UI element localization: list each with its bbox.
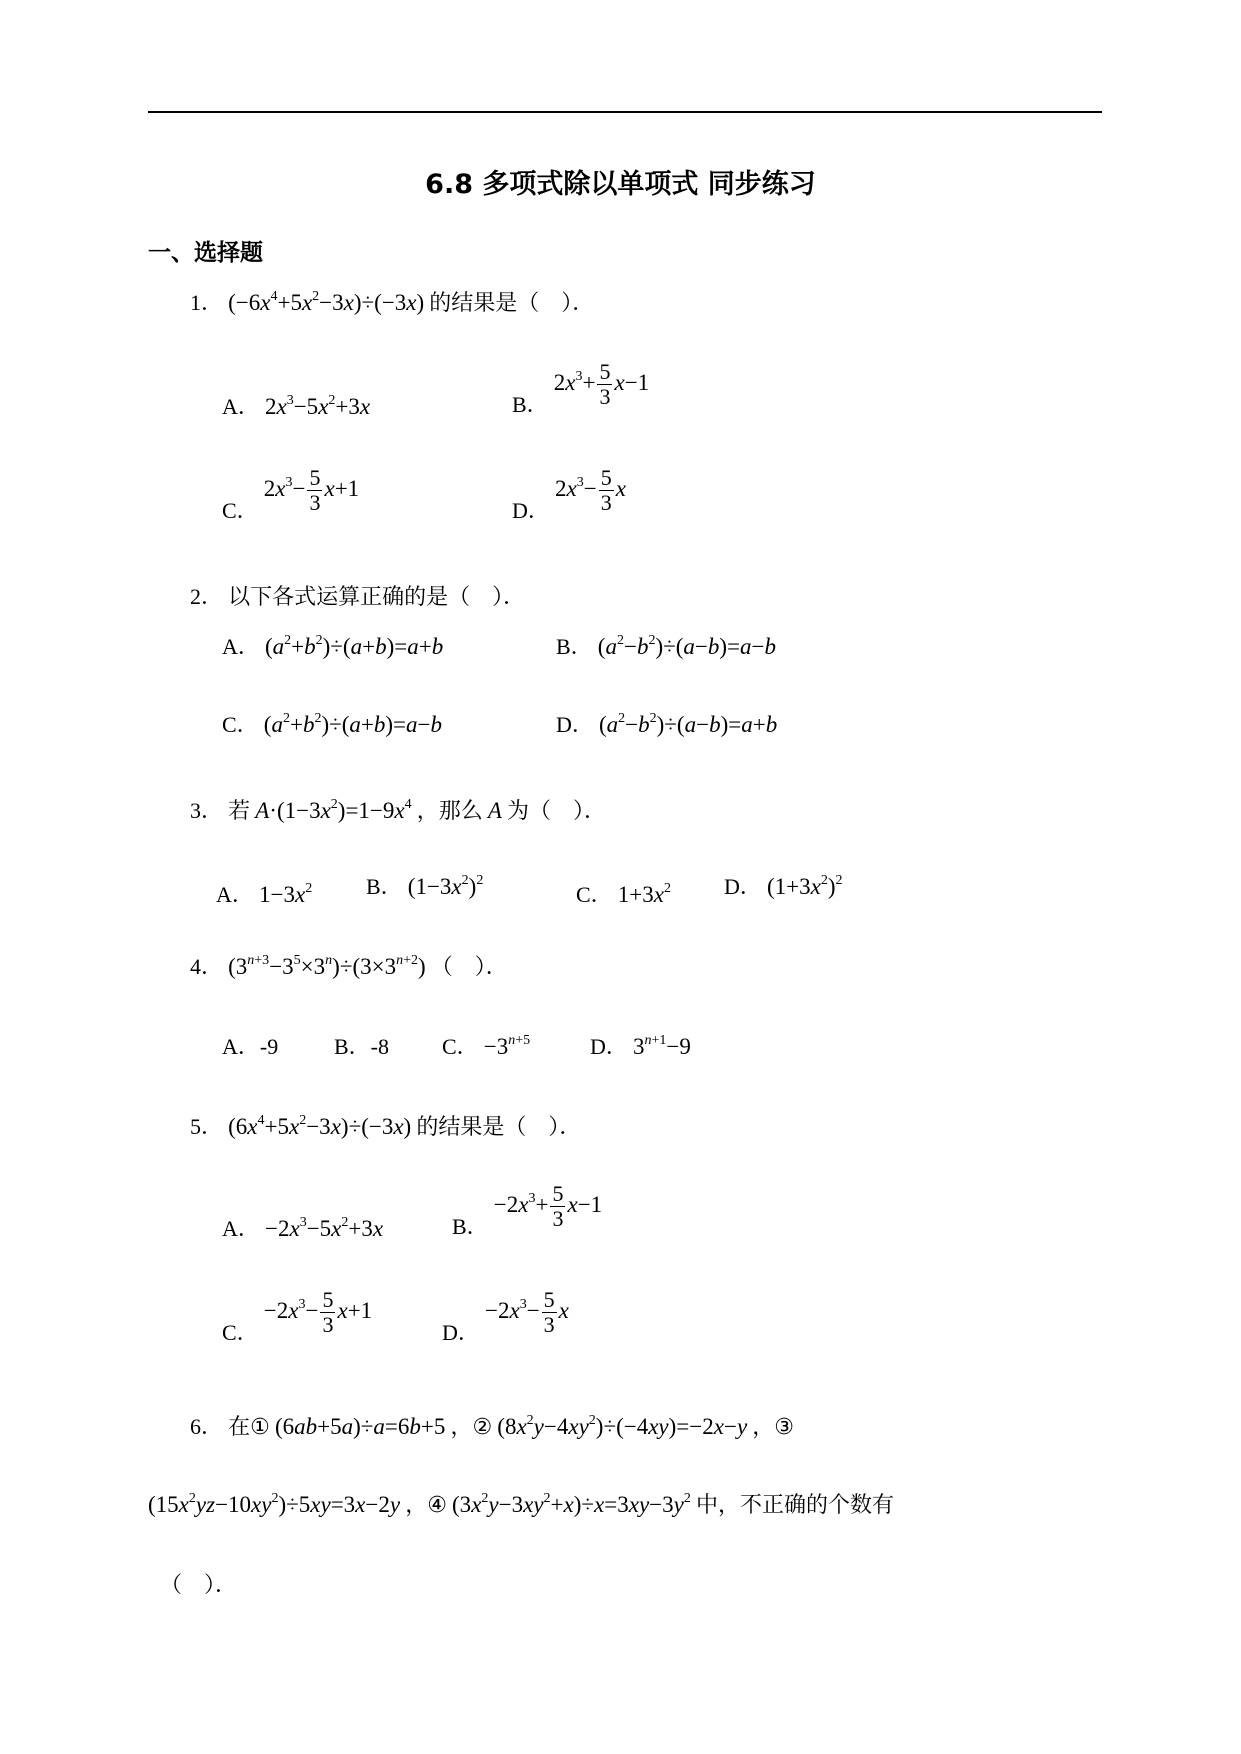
answer-blank: （ ）． (160, 1573, 238, 1598)
q5-option-c[interactable] (222, 1288, 372, 1347)
math-expression: $2x^3+$ $\frac{5}{3}$ x−1 (553, 359, 650, 409)
option-label: B． (452, 1213, 489, 1239)
option-label: D． (556, 712, 594, 737)
math-expression: $(a^2-b^2)\div(a-b)=a-b$ (597, 633, 776, 659)
q2-option-d[interactable] (556, 708, 777, 739)
math-expression: $(8x^2y-4xy^2)\div(-4xy)=-2x-y$ (497, 1413, 748, 1439)
option-label: B． (512, 391, 549, 417)
q1-option-d[interactable] (512, 466, 626, 525)
option-label: C． (576, 882, 613, 907)
math-expression: $-2x^3-$ $\frac{5}{3}$ x+1 (263, 1287, 373, 1337)
math-expression: $2x^3-$ $\frac{5}{3}$ x+1 (263, 465, 360, 515)
q2-option-b[interactable] (556, 630, 776, 661)
option-label: B． (556, 634, 593, 659)
question-text: 若 (228, 799, 251, 824)
option-label: A．-9 (222, 1034, 279, 1059)
q2-option-c[interactable] (222, 708, 442, 739)
question-number: 2． (190, 584, 224, 609)
header-rule (148, 111, 1102, 113)
math-expression: $1+3x^2$ (617, 881, 671, 907)
q4-option-d[interactable] (590, 1030, 691, 1061)
question-text: 的结果是（ ）． (416, 1115, 582, 1140)
math-expression: $-3^{n+5}$ (483, 1033, 531, 1059)
option-label: B．-8 (334, 1034, 390, 1059)
q3-option-d[interactable] (724, 870, 843, 901)
q3-option-c[interactable] (576, 878, 671, 909)
question-text: 中，不正确的个数有 (695, 1493, 894, 1518)
option-label: D． (724, 874, 762, 899)
question-2-stem (190, 580, 525, 611)
question-6-line-2 (148, 1488, 894, 1519)
q5-option-a[interactable] (222, 1212, 383, 1243)
math-expression: $(a^2+b^2)\div(a+b)=a-b$ (263, 711, 442, 737)
math-expression: $2x^3-5x^2+3x$ (264, 393, 371, 419)
math-expression: $(3^{n+3}-3^5\times 3^n)\div(3\times 3^{n+2})$ (228, 953, 426, 979)
q1-option-a[interactable] (222, 390, 370, 421)
question-6-line-1 (190, 1410, 794, 1441)
math-expression: $-2x^3-$ $\frac{5}{3}$ x (484, 1287, 569, 1337)
option-label: A． (222, 634, 260, 659)
math-expression: $(6x^4+5x^2-3x)\div(-3x)$ (228, 1113, 412, 1139)
option-label: C． (222, 497, 259, 523)
option-label: C． (442, 1034, 479, 1059)
question-text: ，③ (752, 1415, 794, 1440)
q1-option-c[interactable] (222, 466, 359, 525)
question-text: （ ）． (430, 955, 508, 980)
question-text: 的结果是（ ）． (429, 291, 595, 316)
question-6-answer-blank (160, 1568, 237, 1599)
option-label: D． (590, 1034, 628, 1059)
question-text: ，④ (405, 1493, 447, 1518)
q5-option-b[interactable] (452, 1182, 602, 1241)
q4-option-b[interactable] (334, 1030, 389, 1061)
q5-option-d[interactable] (442, 1288, 569, 1347)
q2-option-a[interactable] (222, 630, 443, 661)
question-number: 4． (190, 954, 224, 979)
q3-option-b[interactable] (366, 870, 483, 901)
math-expression: $(a^2+b^2)\div(a+b)=a+b$ (264, 633, 444, 659)
math-expression: $3^{n+1}-9$ (632, 1033, 691, 1059)
option-label: B． (366, 874, 403, 899)
question-5-stem (190, 1110, 581, 1141)
math-expression: $A\cdot(1-3x^2)=1-9x^4$ (255, 797, 412, 823)
q3-option-a[interactable] (216, 878, 312, 909)
q4-option-a[interactable] (222, 1030, 278, 1061)
math-expression: $-2x^3-5x^2+3x$ (264, 1215, 384, 1241)
math-expression: $2x^3-$ $\frac{5}{3}$ x (554, 465, 626, 515)
math-expression: $(1-3x^2)^2$ (407, 873, 484, 899)
option-label: C． (222, 712, 259, 737)
option-label: A． (222, 1216, 260, 1241)
question-number: 3． (190, 798, 224, 823)
question-text: 以下各式运算正确的是（ ）． (228, 585, 526, 610)
math-expression: $(1+3x^2)^2$ (766, 873, 843, 899)
question-text: 在① (228, 1415, 270, 1440)
math-expression: $(a^2-b^2)\div(a-b)=a+b$ (598, 711, 778, 737)
question-number: 6． (190, 1414, 224, 1439)
question-number: 5． (190, 1114, 224, 1139)
page-title: 6.8 多项式除以单项式 同步练习 (425, 169, 816, 200)
option-label: D． (442, 1319, 480, 1345)
q1-option-b[interactable] (512, 360, 649, 419)
option-label: A． (222, 394, 260, 419)
question-1-stem (190, 286, 594, 317)
math-expression: $(3x^2y-3xy^2+x)\div x=3xy-3y^2$ (452, 1491, 691, 1517)
option-label: D． (512, 497, 550, 523)
question-4-stem (190, 950, 508, 981)
q4-option-c[interactable] (442, 1030, 530, 1061)
math-expression: $(15x^2yz-10xy^2)\div 5xy=3x-2y$ (148, 1491, 401, 1517)
question-text: ，那么 (416, 799, 483, 824)
math-expression: (6ab+5a)÷a=6b+5 (274, 1414, 446, 1439)
math-expression: $1-3x^2$ (258, 881, 313, 907)
question-number: 1． (190, 290, 224, 315)
section-heading: 一、选择题 (148, 240, 263, 266)
option-label: C． (222, 1319, 259, 1345)
question-text: 为（ ）． (506, 799, 606, 824)
math-expression: $(-6x^4+5x^2-3x)\div(-3x)$ (228, 289, 425, 315)
option-label: A． (216, 882, 254, 907)
math-expression: $-2x^3+$ $\frac{5}{3}$ x−1 (493, 1181, 603, 1231)
question-text: ，② (450, 1415, 493, 1440)
math-variable: A (487, 798, 502, 823)
question-3-stem (190, 794, 606, 825)
